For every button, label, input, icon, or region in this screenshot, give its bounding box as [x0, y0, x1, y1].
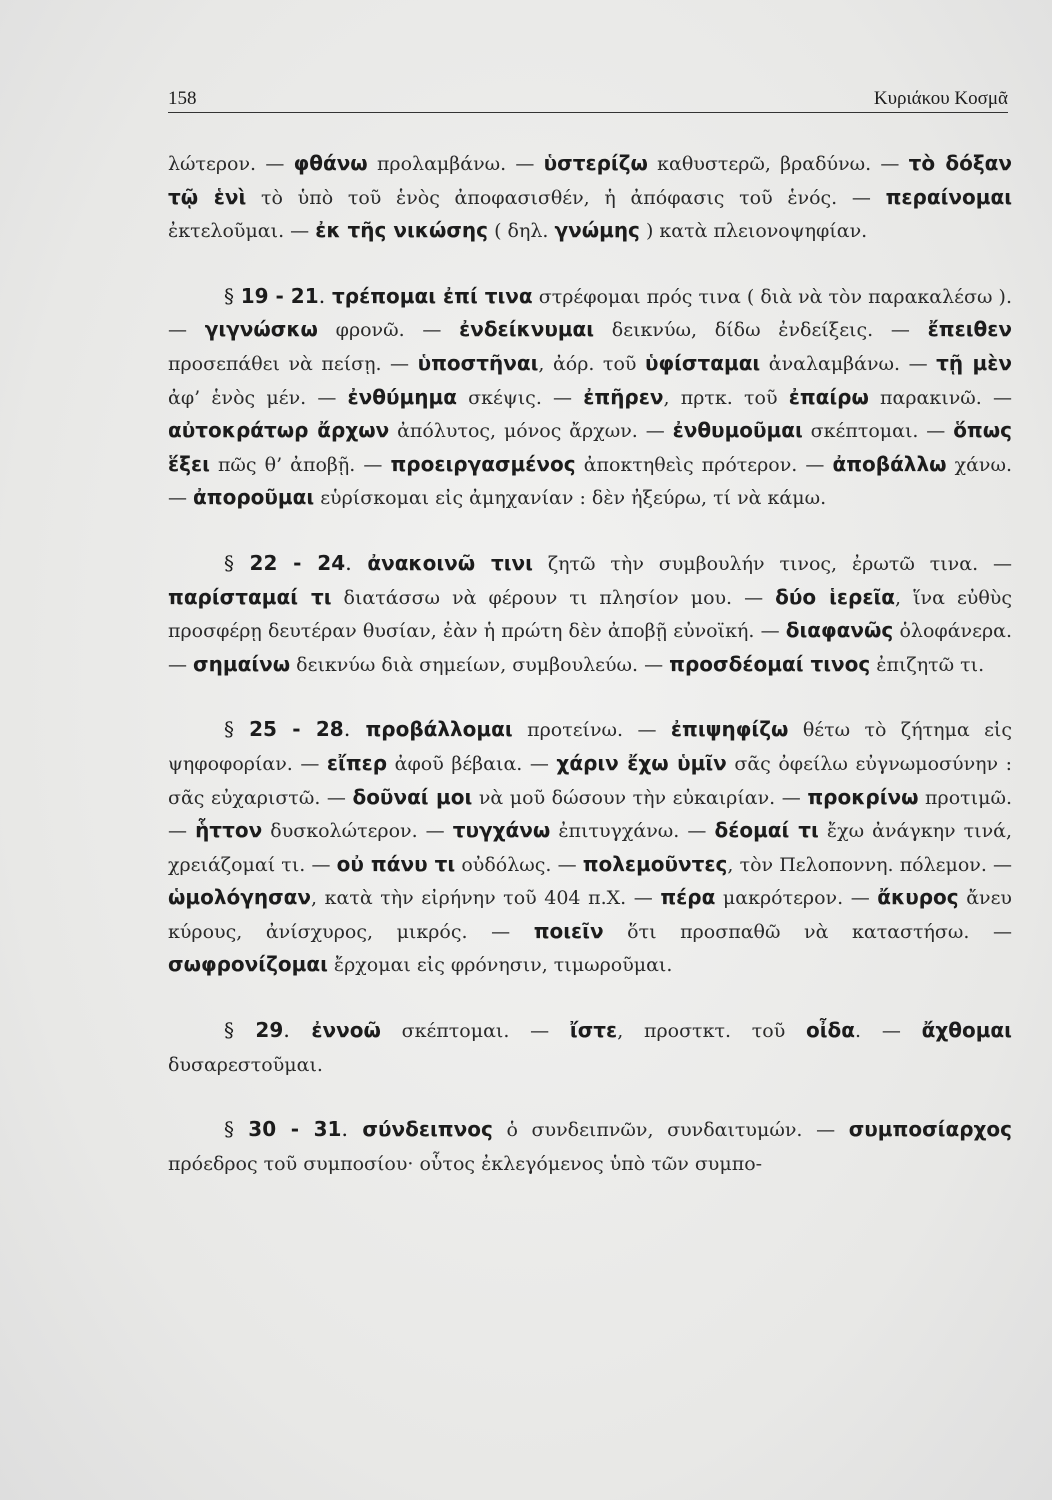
lemma-term: σωφρονίζομαι [168, 952, 328, 977]
lemma-term: ἧττον [195, 818, 263, 843]
lemma-term: ὑφίσταμαι [644, 350, 761, 375]
gloss-text: ) κατὰ πλειονοψηφίαν. [639, 220, 868, 243]
lemma-term: γνώμης [554, 218, 640, 243]
gloss-text: ἔρχομαι εἰς φρόνησιν, τιμωροῦμαι. [327, 954, 673, 977]
lemma-term: παρίσταμαί τι [168, 584, 332, 609]
gloss-text: στρέφομαι πρός τινα ( διὰ νὰ τὸν παρακαλέσω ). — [168, 285, 1012, 342]
lemma-term: αὐτοκράτωρ ἄρχων [168, 418, 390, 443]
gloss-text: θέτω τὸ ζήτημα εἰς ψηφοφορίαν. — [168, 719, 1012, 775]
lemma-term: ἐπαίρω [788, 384, 869, 409]
gloss-text: προτιμῶ. — [168, 786, 1012, 843]
section-29: § 29. ἐννοῶ σκέπτομαι. — ἴστε, προστκτ. τοῦ οἶδα. — ἄχθομαι δυσαρεστοῦμαι. [168, 1018, 1012, 1076]
lemma-term: ἄκυρος [877, 885, 959, 910]
lemma-term: πέρα [660, 885, 716, 910]
lemma-term: σημαίνω [193, 651, 291, 676]
lemma-term: ποιεῖν [533, 918, 604, 943]
lemma-term: ἴστε [569, 1018, 618, 1043]
gloss-text: ἀφοῦ βέβαια. — [387, 752, 557, 775]
lemma-term: ἐπῆρεν [583, 384, 664, 409]
lemma-term: οἶδα [806, 1018, 856, 1043]
page-number: 158 [168, 88, 197, 109]
gloss-text: πρόεδρος τοῦ συμποσίου· οὗτος ἐκλεγόμενος ὑπὸ τῶν συμπο- [168, 1152, 763, 1175]
lemma-term: προειργασμένος [390, 451, 576, 476]
lemma-term: ὅπως ἕξει [168, 418, 1012, 476]
section-sign: § [224, 717, 234, 742]
gloss-text: προσεπάθει νὰ πείσῃ. — [168, 352, 418, 375]
lemma-term: οὐ πάνυ τι [336, 851, 456, 876]
gloss-text: πῶς θ’ ἀποβῇ. — [209, 453, 391, 476]
lemma-term: ὑποστῆναι [417, 350, 539, 375]
section-25-28: § 25 - 28. προβάλλομαι προτείνω. — ἐπιψηφίζω θέτω τὸ ζήτημα εἰς ψηφοφορίαν. — εἴπερ ἀφοῦ βέβαια. — χάριν ἔχω ὑμῖν σᾶς ὀφείλω εὐγνωμοσύνην : σᾶς εὐχαριστῶ. — δοῦναί μοι νὰ μοῦ δώσουν τὴν εὐκαιρίαν. — προκρίνω προτιμῶ. — ἧττον δυσκολώτερον. — τυγχάνω ἐπιτυγχάνω. — δέομαί τι ἔχω ἀνάγκην τινά, χρειάζομαί τι. — οὐ πάνυ τι οὐδόλως. — πολεμοῦντες, τὸν Πελοποννη. πόλεμον. — ὡμολόγησαν, κατὰ τὴν εἰρήνην τοῦ 404 π.Χ. — πέρα μακρότερον. — ἄκυρος ἄνευ κύρους, ἀνίσχυρος, μικρός. — ποιεῖν ὅτι προσπαθῶ νὰ καταστήσω. — σωφρονίζομαι ἔρχομαι εἰς φρόνησιν, τιμωροῦμαι. [168, 717, 1013, 977]
gloss-text: ὅτι προσπαθῶ νὰ καταστήσω. — [603, 920, 1012, 943]
continued-paragraph [168, 147, 1012, 248]
lemma-term: τυγχάνω [452, 818, 551, 843]
gloss-text: , προστκτ. τοῦ [617, 1020, 807, 1043]
lemma-term: συμποσίαρχος [848, 1117, 1012, 1142]
gloss-text: σκέπτομαι. — [802, 420, 954, 443]
section-number: 19 - 21 [240, 283, 319, 308]
gloss-text: διατάσσω νὰ φέρουν τι πλησίον μου. — [331, 586, 776, 609]
gloss-text: λώτερον. — [168, 153, 294, 175]
page-header [168, 84, 1008, 113]
section-19-21: § 19 - 21. τρέπομαι ἐπί τινα στρέφομαι πρός τινα ( διὰ νὰ τὸν παρακαλέσω ). — γιγνώσκω φρονῶ. — ἐνδείκνυμαι δεικνύω, δίδω ἐνδείξεις. — ἔπειθεν προσεπάθει νὰ πείσῃ. — ὑποστῆναι, ἀόρ. τοῦ ὑφίσταμαι ἀναλαμβάνω. — τῇ μὲν ἀφ’ ἑνὸς μέν. — ἐνθύμημα σκέψις. — ἐπῆρεν, πρτκ. τοῦ ἐπαίρω παρακινῶ. — αὐτοκράτωρ ἄρχων ἀπόλυτος, μόνος ἄρχων. — ἐνθυμοῦμαι σκέπτομαι. — ὅπως ἕξει πῶς θ’ ἀποβῇ. — προειργασμένος ἀποκτηθεὶς πρότερον. — ἀποβάλλω χάνω. — ἀποροῦμαι εὑρίσκομαι εἰς ἀμηχανίαν : δὲν ἠξεύρω, τί νὰ κάμω. [168, 283, 1013, 510]
gloss-text: ζητῶ τὴν συμβουλήν τινος, ἐρωτῶ τινα. — [532, 552, 1012, 575]
section-22-24: § 22 - 24. ἀνακοινῶ τινι ζητῶ τὴν συμβουλήν τινος, ἐρωτῶ τινα. — παρίσταμαί τι διατάσσω νὰ φέρουν τι πλησίον μου. — δύο ἱερεῖα, ἵνα εὐθὺς προσφέρῃ δευτέραν θυσίαν, ἐὰν ἡ πρώτη δὲν ἀποβῇ εὐνοϊκή. — διαφανῶς ὁλοφάνερα. — σημαίνω δεικνύω διὰ σημείων, συμβουλεύω. — προσδέομαί τινος ἐπιζητῶ τι. [168, 550, 1012, 676]
section-sign: § [224, 1117, 234, 1142]
section-number: 22 - 24 [249, 550, 346, 575]
lemma-term: ἀποροῦμαι [193, 485, 315, 510]
lemma-term: ἐννοῶ [311, 1018, 381, 1043]
gloss-text: τὸ ὑπὸ τοῦ ἑνὸς ἀποφασισθέν, ἡ ἀπόφασις τοῦ ἑνός. — [246, 186, 886, 209]
lemma-term: ἐνδείκνυμαι [459, 317, 595, 342]
gloss-text: ἐπιτυγχάνω. — [550, 820, 715, 843]
lemma-term: προβάλλομαι [365, 717, 513, 742]
lemma-term: δοῦναί μοι [352, 784, 473, 809]
gloss-text: δυσαρεστοῦμαι. [168, 1053, 323, 1076]
gloss-text: ἐπιζητῶ τι. [870, 653, 985, 676]
lemma-term: γιγνώσκω [204, 317, 318, 342]
commentary-text [168, 147, 1012, 1180]
gloss-text: ἀπόλυτος, μόνος ἄρχων. — [389, 420, 673, 443]
gloss-text: ἀφ’ ἑνὸς μέν. — [168, 386, 348, 409]
gloss-text: , κατὰ τὴν εἰρήνην τοῦ 404 π.Χ. — [311, 887, 661, 910]
lemma-term: ἐνθυμοῦμαι [672, 418, 803, 443]
lemma-term: ἐκ τῆς νικώσης [315, 218, 489, 243]
gloss-text: σκέπτομαι. — [380, 1020, 570, 1043]
lemma-term: χάριν ἔχω ὑμῖν [556, 750, 727, 775]
lemma-term: δύο ἱερεῖα [775, 584, 896, 609]
lemma-term: ἐνθύμημα [347, 384, 457, 409]
section-30-31: § 30 - 31. σύνδειπνος ὁ συνδειπνῶν, συνδαιτυμών. — συμποσίαρχος πρόεδρος τοῦ συμποσίου· οὗτος ἐκλεγόμενος ὑπὸ τῶν συμπο- [168, 1117, 1012, 1175]
lemma-term: τῇ μὲν [936, 350, 1013, 375]
gloss-text: παρακινῶ. — [868, 386, 1012, 409]
gloss-text: , ἀόρ. τοῦ [538, 352, 645, 375]
gloss-text: δεικνύω διὰ σημείων, συμβουλεύω. — [290, 653, 670, 676]
lemma-term: ἀποβάλλω [832, 451, 947, 476]
gloss-text: , ἵνα εὐθὺς προσφέρῃ δευτέραν θυσίαν, ἐὰν ἡ πρώτη δὲν ἀποβῇ εὐνοϊκή. — [168, 586, 1012, 643]
gloss-text: καθυστερῶ, βραδύνω. — [647, 153, 909, 175]
gloss-text: ( δηλ. [488, 220, 555, 243]
gloss-text: . — [855, 1020, 922, 1043]
lemma-term: ἄχθομαι [921, 1018, 1012, 1043]
gloss-text: μακρότερον. — [715, 887, 878, 910]
running-head: Κυριάκου Κοσμᾶ [873, 88, 1008, 109]
section-number: 25 - 28 [249, 717, 344, 742]
lemma-term: τὸ δόξαν τῷ ἑνὶ [168, 151, 1012, 209]
lemma-term: σύνδειπνος [362, 1117, 493, 1142]
gloss-text: ἀναλαμβάνω. — [760, 352, 937, 375]
gloss-text: φρονῶ. — [317, 319, 460, 342]
lemma-term: ὡμολόγησαν [168, 885, 312, 910]
gloss-text: προλαμβάνω. — [367, 153, 544, 175]
lemma-term: ἐπιψηφίζω [670, 717, 789, 742]
gloss-text: ἀποκτηθεὶς πρότερον. — [575, 453, 833, 476]
section-sign: § [224, 550, 234, 575]
gloss-text: οὐδόλως. — [455, 853, 583, 876]
gloss-text: σᾶς ὀφείλω εὐγνωμοσύνην : σᾶς εὐχαριστῶ. — [168, 752, 1013, 809]
section-sign: § [224, 283, 234, 308]
gloss-text: νὰ μοῦ δώσουν τὴν εὐκαιρίαν. — [472, 786, 808, 809]
lemma-term: εἴπερ [326, 750, 388, 775]
gloss-text: ἄνευ κύρους, ἀνίσχυρος, μικρός. — [168, 887, 1012, 943]
gloss-text: δεικνύω, δίδω ἐνδείξεις. — [594, 319, 928, 342]
gloss-text: ὁλοφάνερα. — [168, 620, 1012, 676]
gloss-text: χάνω. — [168, 453, 1013, 510]
lemma-term: διαφανῶς [785, 618, 894, 643]
lemma-term: προκρίνω [807, 784, 919, 809]
lemma-term: ἔπειθεν [927, 317, 1012, 342]
gloss-text: , τὸν Πελοποννη. πόλεμον. — [727, 853, 1013, 876]
section-number: 29 [255, 1018, 284, 1043]
lemma-term: περαίνομαι [885, 184, 1012, 209]
gloss-text: ὁ συνδειπνῶν, συνδαιτυμών. — [492, 1119, 849, 1142]
gloss-text: προτείνω. — [512, 719, 671, 742]
lemma-term: προσδέομαί τινος [669, 651, 871, 676]
lemma-term: τρέπομαι ἐπί τινα [332, 283, 533, 308]
section-number: 30 - 31 [248, 1117, 342, 1142]
lemma-term: δέομαί τι [714, 818, 819, 843]
gloss-text: ἔχω ἀνάγκην τινά, χρειάζομαί τι. — [168, 820, 1012, 876]
section-sign: § [224, 1018, 234, 1043]
gloss-text: εὑρίσκομαι εἰς ἀμηχανίαν : δὲν ἠξεύρω, τί νὰ κάμω. [314, 487, 827, 510]
gloss-text: σκέψις. — [456, 386, 584, 409]
lemma-term: πολεμοῦντες [582, 851, 728, 876]
lemma-term: ὑστερίζω [543, 151, 648, 175]
lemma-term: φθάνω [293, 151, 368, 175]
gloss-text: ἐκτελοῦμαι. — [168, 220, 316, 243]
lemma-term: ἀνακοινῶ τινι [367, 550, 533, 575]
gloss-text: , πρτκ. τοῦ [663, 386, 789, 409]
gloss-text: δυσκολώτερον. — [262, 820, 453, 843]
